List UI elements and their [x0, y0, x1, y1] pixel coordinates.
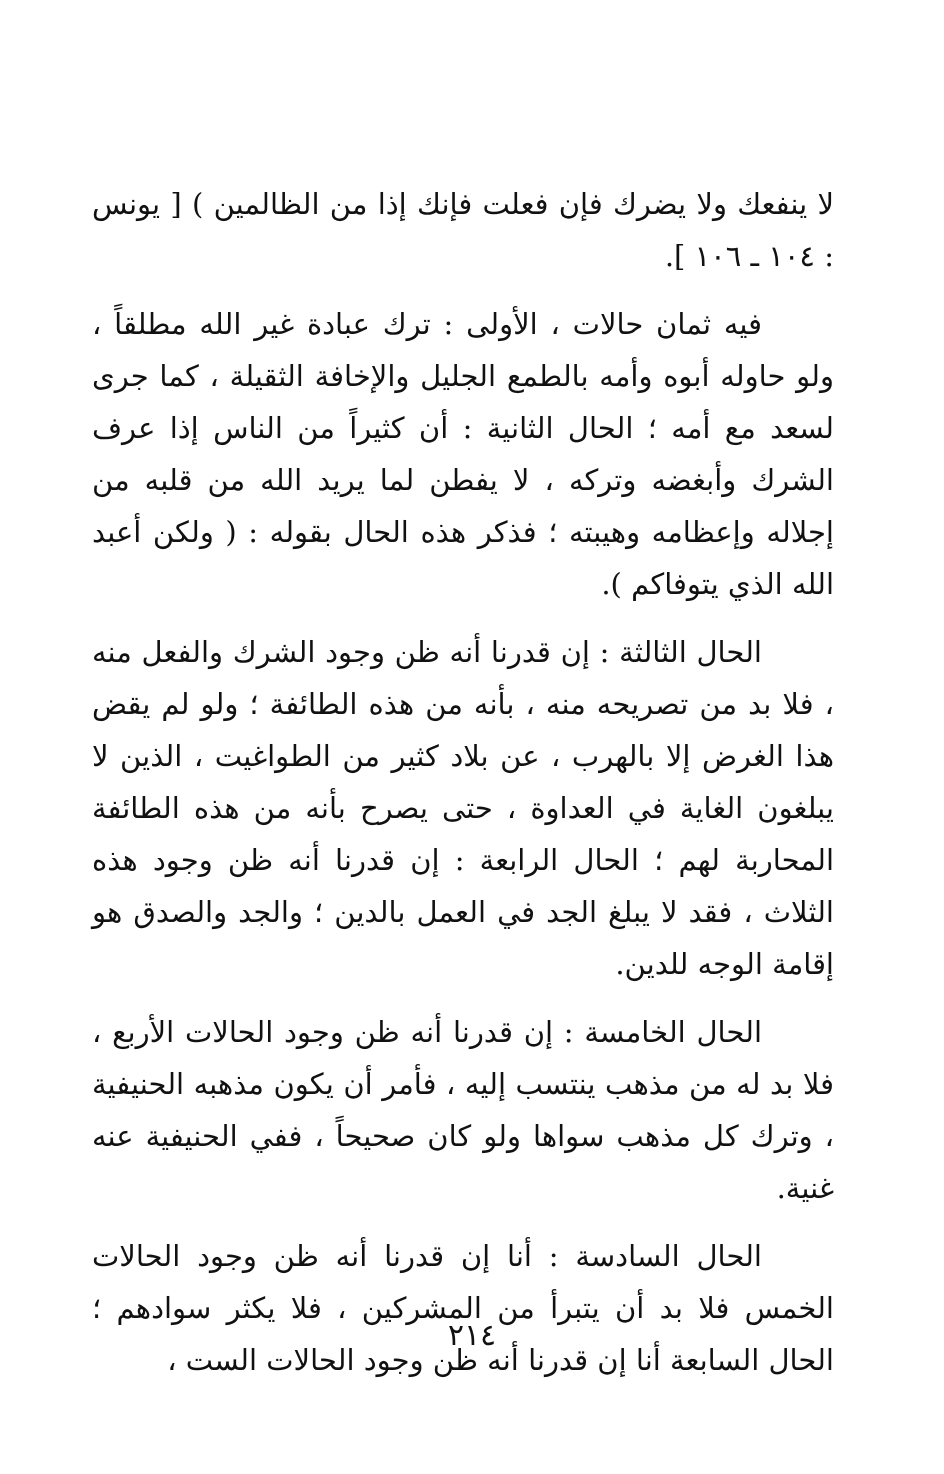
page-number: ٢١٤ — [447, 1318, 497, 1353]
body-text — [92, 178, 834, 1386]
paragraph-continuation: لا ينفعك ولا يضرك فإن فعلت فإنك إذا من الظالمين ) [ يونس : ١٠٤ ـ ١٠٦ ]. — [92, 187, 834, 273]
paragraph-sixth-seventh-state: الحال السادسة : أنا إن قدرنا أنه ظن وجود الحالات الخمس فلا بد أن يتبرأ من المشركين ، فلا يكثر سوادهم ؛ الحال السابعة أنا إن قدرنا أنه ظن وجود الحالات الست ، — [92, 1239, 834, 1377]
paragraph-fifth-state: الحال الخامسة : إن قدرنا أنه ظن وجود الحالات الأربع ، فلا بد له من مذهب ينتسب إليه ، فأمر أن يكون مذهبه الحنيفية ، وترك كل مذهب سواها ولو كان صحيحاً ، ففي الحنيفية عنه غنية. — [92, 1015, 834, 1205]
paragraph-third-fourth-state: الحال الثالثة : إن قدرنا أنه ظن وجود الشرك والفعل منه ، فلا بد من تصريحه منه ، بأنه من هذه الطائفة ؛ ولو لم يقض هذا الغرض إلا بالهرب ، عن بلاد كثير من الطواغيت ، الذين لا يبلغون الغاية في العداوة ، حتى يصرح بأنه من هذه الطائفة المحاربة لهم ؛ الحال الرابعة : إن قدرنا أنه ظن وجود هذه الثلاث ، فقد لا يبلغ الجد في العمل بالدين ؛ والجد والصدق هو إقامة الوجه للدين. — [92, 635, 834, 981]
paragraph-eight-states: فيه ثمان حالات ، الأولى : ترك عبادة غير الله مطلقاً ، ولو حاوله أبوه وأمه بالطمع الجليل والإخافة الثقيلة ، كما جرى لسعد مع أمه ؛ الحال الثانية : أن كثيراً من الناس إذا عرف الشرك وأبغضه وتركه ، لا يفطن لما يريد الله من قلبه من إجلاله وإعظامه وهيبته ؛ فذكر هذه الحال بقوله : ( ولكن أعبد الله الذي يتوفاكم ). — [92, 307, 834, 601]
